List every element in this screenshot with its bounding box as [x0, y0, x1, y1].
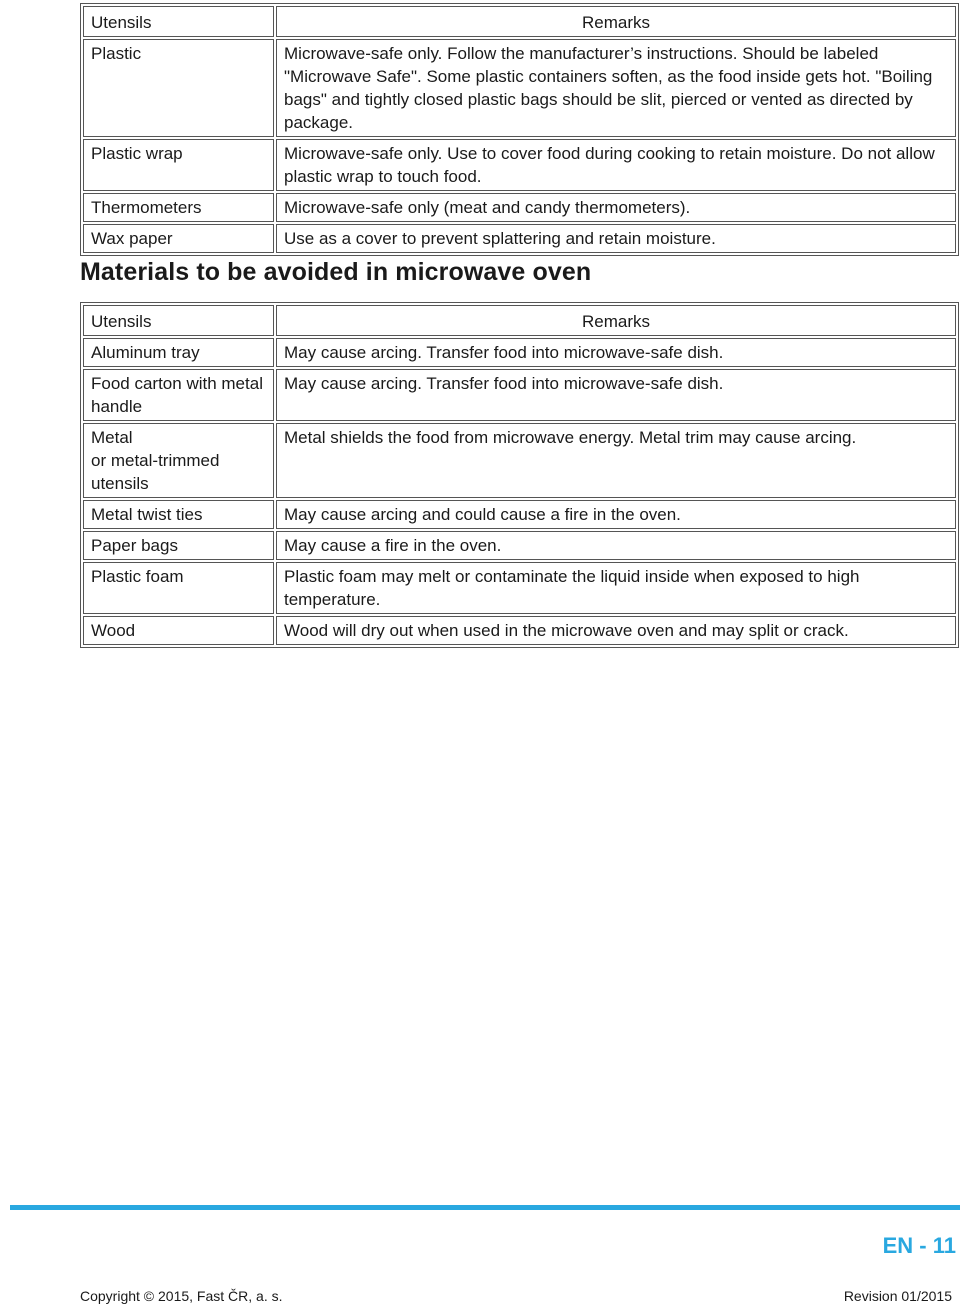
remark-cell: Microwave-safe only. Use to cover food during cooking to retain moisture. Do not allow plastic wrap to touch food. — [276, 139, 956, 191]
remarks-column-header: Remarks — [276, 6, 956, 37]
table-row — [83, 423, 956, 498]
table-row — [83, 616, 956, 645]
utensil-cell: Metal twist ties — [83, 500, 274, 529]
remark-cell: Wood will dry out when used in the microwave oven and may split or crack. — [276, 616, 956, 645]
utensils-column-header: Utensils — [83, 305, 274, 336]
utensil-cell: Wax paper — [83, 224, 274, 253]
table-row — [83, 531, 956, 560]
utensil-cell: Plastic — [83, 39, 274, 137]
table-row — [83, 39, 956, 137]
utensil-cell: Thermometers — [83, 193, 274, 222]
remark-cell: May cause arcing. Transfer food into microwave-safe dish. — [276, 338, 956, 367]
revision-label: Revision 01/2015 — [843, 1288, 952, 1304]
remark-cell: May cause arcing. Transfer food into microwave-safe dish. — [276, 369, 956, 421]
utensil-cell: Paper bags — [83, 531, 274, 560]
table-row — [83, 369, 956, 421]
remark-cell: Microwave-safe only (meat and candy thermometers). — [276, 193, 956, 222]
footer-divider — [10, 1205, 960, 1210]
table-row — [83, 562, 956, 614]
remarks-column-header: Remarks — [276, 305, 956, 336]
page-number: EN - 11 — [882, 1233, 956, 1258]
table-row — [83, 338, 956, 367]
copyright-notice: Copyright © 2015, Fast ČR, a. s. — [80, 1288, 283, 1304]
utensil-cell: Aluminum tray — [83, 338, 274, 367]
table-header-row — [83, 6, 956, 37]
table-row — [83, 193, 956, 222]
remark-cell: Use as a cover to prevent splattering and retain moisture. — [276, 224, 956, 253]
table-row — [83, 224, 956, 253]
utensil-cell: Plastic wrap — [83, 139, 274, 191]
utensils-column-header: Utensils — [83, 6, 274, 37]
remark-cell: May cause a fire in the oven. — [276, 531, 956, 560]
utensil-cell: Plastic foam — [83, 562, 274, 614]
remark-cell: Plastic foam may melt or contaminate the liquid inside when exposed to high temperature. — [276, 562, 956, 614]
remark-cell: Microwave-safe only. Follow the manufacturer’s instructions. Should be labeled "Microwave Safe". Some plastic containers soften, as the food inside gets hot. "Boiling bags" and tightly closed plastic bags should be slit, pierced or vented as directed by package. — [276, 39, 956, 137]
utensil-cell: Food carton with metal handle — [83, 369, 274, 421]
table-row — [83, 139, 956, 191]
table-row — [83, 500, 956, 529]
utensil-cell: Metal or metal-trimmed utensils — [83, 423, 274, 498]
utensils-avoided-table — [80, 302, 959, 648]
remark-cell: May cause arcing and could cause a fire in the oven. — [276, 500, 956, 529]
utensil-cell: Wood — [83, 616, 274, 645]
section-heading-avoided: Materials to be avoided in microwave oven — [80, 258, 592, 286]
remark-cell: Metal shields the food from microwave energy. Metal trim may cause arcing. — [276, 423, 956, 498]
table-header-row — [83, 305, 956, 336]
utensils-safe-table — [80, 3, 959, 256]
